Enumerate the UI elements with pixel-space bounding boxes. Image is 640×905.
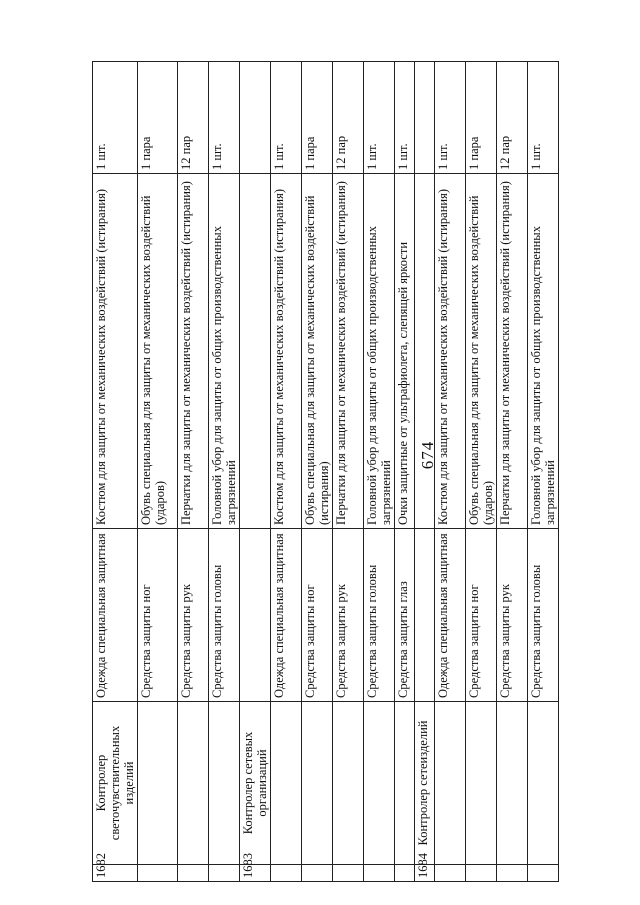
ppe-quantity [415,62,435,174]
ppe-quantity: 1 пара [302,62,333,174]
row-number [435,865,466,882]
table-rotator [92,62,557,882]
table-row [333,62,364,882]
ppe-item: Головной убор для защиты от общих производственных загрязнений [528,174,559,529]
ppe-type: Средства защиты ног [466,529,497,702]
ppe-item: Головной убор для защиты от общих производственных загрязнений [364,174,395,529]
ppe-type: Средства защиты головы [528,529,559,702]
ppe-type [240,529,271,702]
ppe-quantity: 12 пар [178,62,209,174]
profession-name [395,702,415,865]
profession-name: Контролер сетеизделий [415,702,435,865]
table-row [178,62,209,882]
row-number [364,865,395,882]
table-row [528,62,559,882]
ppe-item: Перчатки для защиты от механических воздействий (истирания) [178,174,209,529]
ppe-quantity: 1 шт. [364,62,395,174]
ppe-type: Средства защиты глаз [395,529,415,702]
ppe-type: Средства защиты рук [497,529,528,702]
ppe-item: Головной убор для защиты от общих производственных загрязнений [209,174,240,529]
table-row [497,62,528,882]
profession-name [178,702,209,865]
ppe-item: Костюм для защиты от механических воздействий (истирания) [271,174,302,529]
row-number: 1683 [240,865,271,882]
ppe-item: Обувь специальная для защиты от механических воздействий (истирания) [302,174,333,529]
table-row [93,62,138,882]
ppe-item: Перчатки для защиты от механических воздействий (истирания) [333,174,364,529]
profession-name [209,702,240,865]
profession-name [528,702,559,865]
profession-name [138,702,178,865]
table-row [209,62,240,882]
row-number [497,865,528,882]
ppe-item: Костюм для защиты от механических воздействий (истирания) [93,174,138,529]
table-row [138,62,178,882]
ppe-item: Обувь специальная для защиты от механических воздействий (ударов) [138,174,178,529]
table-row [415,62,435,882]
ppe-quantity: 12 пар [333,62,364,174]
table-row [466,62,497,882]
profession-name [497,702,528,865]
ppe-type: Одежда специальная защитная [271,529,302,702]
profession-name [435,702,466,865]
ppe-type: Одежда специальная защитная [93,529,138,702]
ppe-type: Средства защиты ног [302,529,333,702]
ppe-item: Очки защитные от ультрафиолета, слепящей яркости [395,174,415,529]
ppe-type: Средства защиты рук [178,529,209,702]
row-number: 1682 [93,865,138,882]
profession-name [302,702,333,865]
table-row [240,62,271,882]
ppe-item: Перчатки для защиты от механических воздействий (истирания) [497,174,528,529]
ppe-quantity: 1 пара [466,62,497,174]
row-number [528,865,559,882]
ppe-quantity: 1 шт. [209,62,240,174]
ppe-item: Костюм для защиты от механических воздействий (истирания) [435,174,466,529]
ppe-item [415,174,435,529]
profession-name [364,702,395,865]
table-row [302,62,333,882]
row-number [466,865,497,882]
profession-name: Контролер сетевых организаций [240,702,271,865]
row-number [271,865,302,882]
ppe-type: Средства защиты рук [333,529,364,702]
row-number [302,865,333,882]
table-row [271,62,302,882]
ppe-item [240,174,271,529]
ppe-quantity: 1 шт. [435,62,466,174]
ppe-quantity: 12 пар [497,62,528,174]
row-number [333,865,364,882]
ppe-item: Обувь специальная для защиты от механических воздействий (ударов) [466,174,497,529]
row-number [138,865,178,882]
rotated-table-container [92,62,557,882]
table-row [395,62,415,882]
table-row [364,62,395,882]
ppe-quantity: 1 шт. [93,62,138,174]
row-number [395,865,415,882]
ppe-type: Средства защиты головы [364,529,395,702]
ppe-quantity: 1 шт. [271,62,302,174]
ppe-quantity: 1 пара [138,62,178,174]
ppe-norms-table [92,61,559,882]
table-row [435,62,466,882]
row-number [178,865,209,882]
ppe-quantity: 1 шт. [528,62,559,174]
ppe-type: Одежда специальная защитная [435,529,466,702]
profession-name [333,702,364,865]
ppe-type: Средства защиты головы [209,529,240,702]
ppe-quantity: 1 шт. [395,62,415,174]
ppe-quantity [240,62,271,174]
profession-name [466,702,497,865]
profession-name: Контролер светочувствительных изделий [93,702,138,865]
row-number [209,865,240,882]
ppe-type [415,529,435,702]
page-number: 674 [418,440,437,470]
profession-name [271,702,302,865]
row-number: 1684 [415,865,435,882]
ppe-type: Средства защиты ног [138,529,178,702]
